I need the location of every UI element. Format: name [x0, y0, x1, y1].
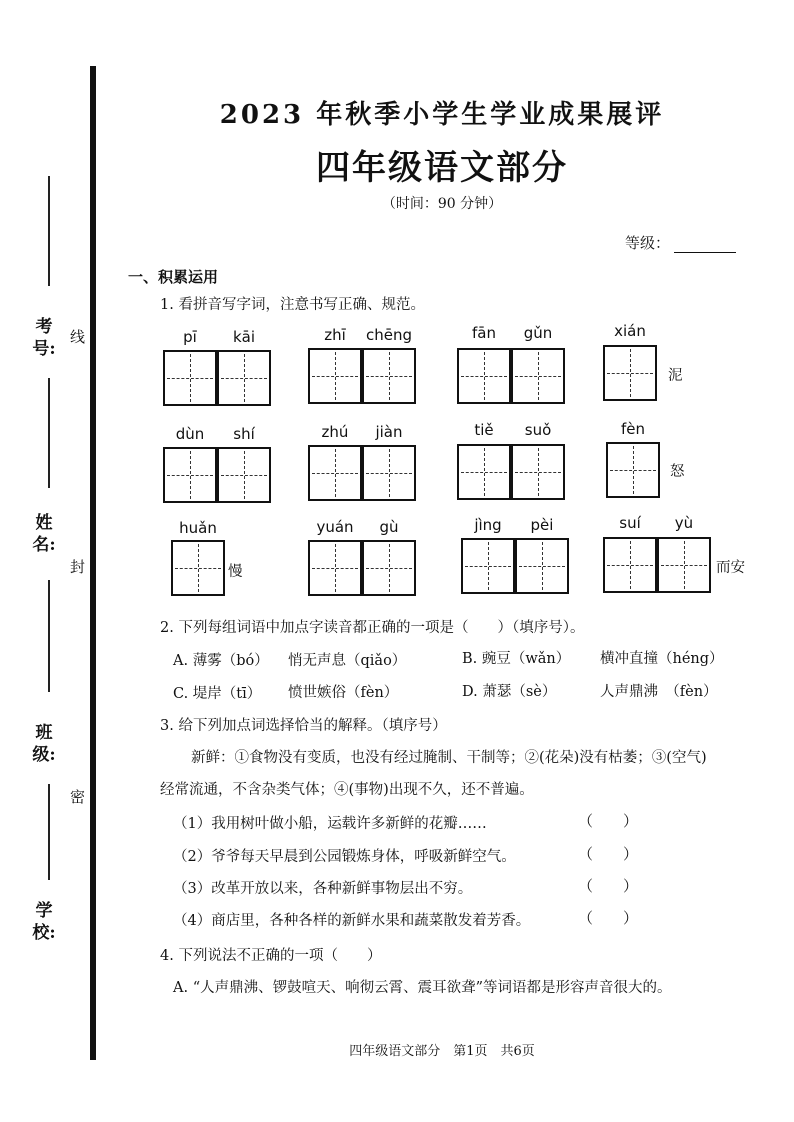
pinyin: tiě — [474, 421, 494, 439]
writing-box[interactable] — [362, 445, 416, 501]
writing-box[interactable] — [171, 540, 225, 596]
exam-title: 2023 年秋季小学生学业成果展评 — [219, 100, 665, 130]
name-line — [48, 378, 50, 488]
pinyin: pī — [183, 328, 197, 346]
pinyin: kāi — [232, 328, 256, 346]
writing-box[interactable] — [308, 348, 362, 404]
pinyin: jiàn — [375, 423, 403, 441]
school-label: 学校: — [32, 901, 56, 943]
q3-sentence-4: （4）商店里，各种各样的新鲜水果和蔬菜散发着芳香。 — [173, 913, 531, 929]
seal-line-char: 线 — [70, 328, 86, 346]
pinyin: dùn — [175, 425, 205, 443]
word-suffix: 泥 — [668, 368, 683, 384]
pinyin: zhú — [321, 423, 349, 441]
exam-subtitle: 四年级语文部分 — [316, 148, 568, 188]
writing-box[interactable] — [515, 538, 569, 594]
pinyin: suí — [619, 514, 641, 532]
pinyin: zhī — [324, 326, 346, 344]
word-suffix: 而安 — [716, 560, 745, 576]
q3-definition-line2: 经常流通，不含杂类气体；④(事物)出现不久，还不普遍。 — [160, 782, 534, 798]
grade-field[interactable] — [625, 232, 736, 253]
writing-box[interactable] — [217, 447, 271, 503]
q3-answer-blank-4[interactable]: （ ） — [578, 909, 639, 927]
pinyin: fān — [472, 324, 496, 342]
writing-box[interactable] — [308, 445, 362, 501]
writing-box[interactable] — [362, 540, 416, 596]
pinyin: yuán — [316, 518, 354, 536]
writing-box[interactable] — [511, 444, 565, 500]
writing-box[interactable] — [511, 348, 565, 404]
exam-no-label: 考号: — [32, 317, 56, 359]
q3-answer-blank-1[interactable]: （ ） — [578, 812, 639, 830]
grade-blank[interactable] — [674, 238, 736, 253]
pinyin: jìng — [474, 516, 502, 534]
writing-box[interactable] — [308, 540, 362, 596]
writing-box[interactable] — [457, 348, 511, 404]
section-title: 一、积累运用 — [128, 268, 219, 286]
seal-seal-char: 封 — [70, 558, 86, 576]
name-label: 姓名: — [32, 513, 56, 555]
q3-prompt: 3. 给下列加点词选择恰当的解释。（填序号） — [160, 718, 447, 734]
q3-sentence-2: （2）爷爷每天早晨到公园锻炼身体，呼吸新鲜空气。 — [173, 849, 516, 865]
q4-prompt: 4. 下列说法不正确的一项（ ） — [160, 948, 382, 964]
binding-line — [90, 66, 96, 1060]
class-line — [48, 580, 50, 692]
pinyin: gù — [379, 518, 399, 536]
q2-option-b[interactable]: B. 豌豆（wǎn） — [462, 651, 571, 667]
q1-prompt: 1. 看拼音写字词，注意书写正确、规范。 — [160, 297, 425, 313]
q2-option-a[interactable]: A. 薄雾（bó） — [173, 653, 269, 669]
pinyin: xián — [614, 322, 646, 340]
page-footer: 四年级语文部分 第1页 共6页 — [349, 1044, 535, 1059]
pinyin: shí — [233, 425, 255, 443]
writing-box[interactable] — [657, 537, 711, 593]
writing-box[interactable] — [457, 444, 511, 500]
word-suffix: 慢 — [228, 564, 243, 580]
grade-label: 等级： — [625, 234, 671, 252]
writing-box[interactable] — [603, 537, 657, 593]
q2-option-c[interactable]: C. 堤岸（tī） — [173, 686, 262, 702]
q4-option-a[interactable]: A. “人声鼎沸、锣鼓喧天、响彻云霄、震耳欲聋”等词语都是形容声音很大的。 — [173, 980, 672, 996]
exam-time: （时间：90 分钟） — [381, 196, 503, 212]
q2-option-c-2: 愤世嫉俗（fèn） — [288, 685, 399, 701]
writing-box[interactable] — [603, 345, 657, 401]
q2-option-d[interactable]: D. 萧瑟（sè） — [462, 684, 557, 700]
writing-box[interactable] — [606, 442, 660, 498]
pinyin: huǎn — [179, 519, 217, 537]
word-suffix: 怒 — [670, 464, 685, 480]
school-line — [48, 784, 50, 880]
q3-sentence-3: （3）改革开放以来，各种新鲜事物层出不穷。 — [173, 881, 473, 897]
q3-definition-line1: 新鲜：①食物没有变质，也没有经过腌制、干制等；②(花朵)没有枯萎；③(空气) — [191, 750, 707, 766]
pinyin: suǒ — [524, 421, 552, 439]
q2-option-a-2: 悄无声息（qiǎo） — [288, 653, 407, 669]
class-label: 班级: — [32, 723, 56, 765]
writing-box[interactable] — [163, 447, 217, 503]
writing-box[interactable] — [461, 538, 515, 594]
writing-box[interactable] — [217, 350, 271, 406]
writing-box[interactable] — [163, 350, 217, 406]
pinyin: fèn — [620, 420, 646, 438]
q3-sentence-1: （1）我用树叶做小船，运载许多新鲜的花瓣…… — [173, 816, 487, 832]
q3-answer-blank-2[interactable]: （ ） — [578, 845, 639, 863]
pinyin: gǔn — [523, 324, 553, 342]
pinyin: pèi — [530, 516, 554, 534]
q2-option-d-2: 人声鼎沸 （fèn） — [600, 684, 718, 700]
q2-prompt: 2. 下列每组词语中加点字读音都正确的一项是（ ）（填序号）。 — [160, 620, 585, 636]
seal-mi-char: 密 — [70, 788, 86, 806]
writing-box[interactable] — [362, 348, 416, 404]
q2-option-b-2: 横冲直撞（héng） — [600, 651, 724, 667]
q3-answer-blank-3[interactable]: （ ） — [578, 877, 639, 895]
pinyin: chēng — [365, 326, 412, 344]
pinyin: yù — [674, 514, 694, 532]
